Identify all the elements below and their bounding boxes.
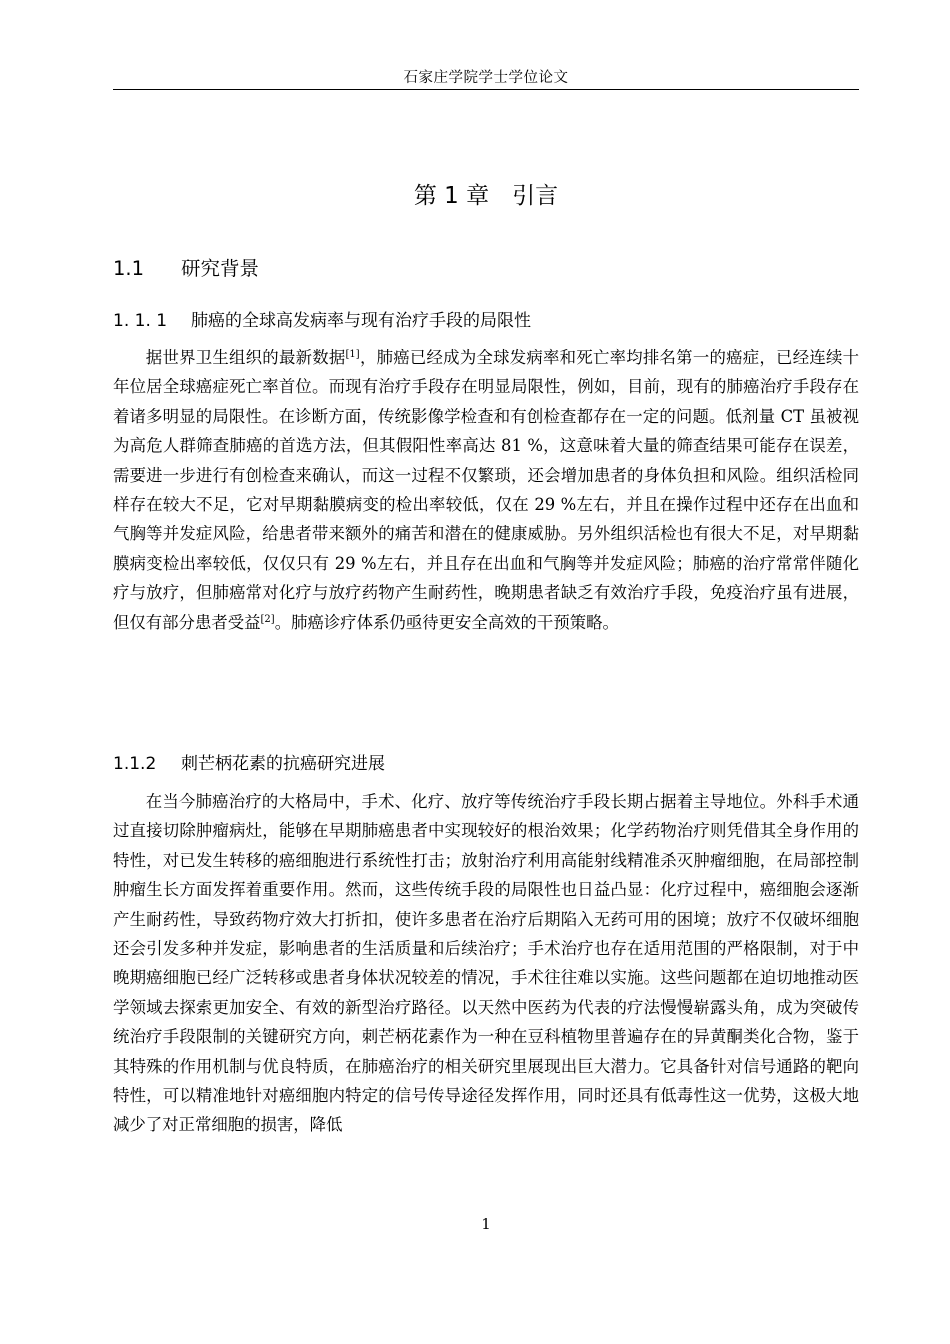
paragraph-text: ，肺癌已经成为全球发病率和死亡率均排名第一的癌症，已经连续十年位居全球癌症死亡率首位。而现有治疗手段存在明显局限性，例如，目前，现有的肺癌治疗手段存在着诸多明显的局限性。在诊断方面，传统影像学检查和有创检查都存在一定的问题。低剂量 CT 虽被视为高危人群筛查肺癌的首选方法，但其假阳性率高达 81 %，这意味着大量的筛查结果可能存在误差，需要进一步进行有创检查来确认，而这一过程不仅繁琐，还会增加患者的身体负担和风险。组织活检同样存在较大不足，它对早期黏膜病变的检出率较低，仅在 29 %左右，并且在操作过程中还存在出血和气胸等并发症风险，给患者带来额外的痛苦和潜在的健康威胁。另外组织活检也有很大不足，对早期黏膜病变检出率较低，仅仅只有 29 %左右，并且存在出血和气胸等并发症风险；肺癌的治疗常常伴随化疗与放疗，但肺癌常对化疗与放疗药物产生耐药性，晚期患者缺乏有效治疗手段，免疫治疗虽有进展，但仅有部分患者受益 xyxy=(113,348,860,632)
citation-2: [2] xyxy=(260,613,275,625)
chapter-title: 第 1 章 引言 xyxy=(413,183,559,209)
paragraph-text: 据世界卫生组织的最新数据 xyxy=(145,348,346,367)
page-number: 1 xyxy=(481,1215,491,1233)
subsection-title: 肺癌的全球高发病率与现有治疗手段的局限性 xyxy=(191,311,531,331)
running-header: 石家庄学院学士学位论文 xyxy=(403,70,569,86)
paragraph-text: 。肺癌诊疗体系仍亟待更安全高效的干预策略。 xyxy=(274,612,619,632)
section-title: 研究背景 xyxy=(181,257,260,280)
section-number: 1.1 xyxy=(113,257,145,280)
paragraph-lung-cancer-background xyxy=(113,343,859,637)
subsection-heading-1-1-1 xyxy=(113,306,531,331)
paragraph-formononetin-research: 在当今肺癌治疗的大格局中，手术、化疗、放疗等传统治疗手段长期占据着主导地位。外科手术通过直接切除肿瘤病灶，能够在早期肺癌患者中实现较好的根治效果；化学药物治疗则凭借其全身作用的特性，对已发生转移的癌细胞进行系统性打击；放射治疗利用高能射线精准杀灭肿瘤细胞，在局部控制肿瘤生长方面发挥着重要作用。然而，这些传统手段的局限性也日益凸显：化疗过程中，癌细胞会逐渐产生耐药性，导致药物疗效大打折扣，使许多患者在治疗后期陷入无药可用的困境；放疗不仅破坏细胞还会引发多种并发症，影响患者的生活质量和后续治疗；手术治疗也存在适用范围的严格限制，对于中晚期癌细胞已经广泛转移或患者身体状况较差的情况，手术往往难以实施。这些问题都在迫切地推动医学领域去探索更加安全、有效的新型治疗路径。以天然中医药为代表的疗法慢慢崭露头角，成为突破传统治疗手段限制的关键研究方向，刺芒柄花素作为一种在豆科植物里普遍存在的异黄酮类化合物，鉴于其特殊的作用机制与优良特质，在肺癌治疗的相关研究里展现出巨大潜力。它具备针对信号通路的靶向特性，可以精准地针对癌细胞内特定的信号传导途径发挥作用，同时还具有低毒性这一优势，这极大地减少了对正常细胞的损害，降低 xyxy=(113,792,859,1135)
section-heading-1-1 xyxy=(113,253,259,281)
header-rule xyxy=(113,89,859,90)
subsection-heading-1-1-2 xyxy=(113,749,385,774)
subsection-number: 1. 1. 1 xyxy=(113,311,168,331)
subsection-number: 1.1.2 xyxy=(113,754,157,774)
subsection-title: 刺芒柄花素的抗癌研究进展 xyxy=(181,754,385,774)
citation-1: [1] xyxy=(345,349,360,360)
